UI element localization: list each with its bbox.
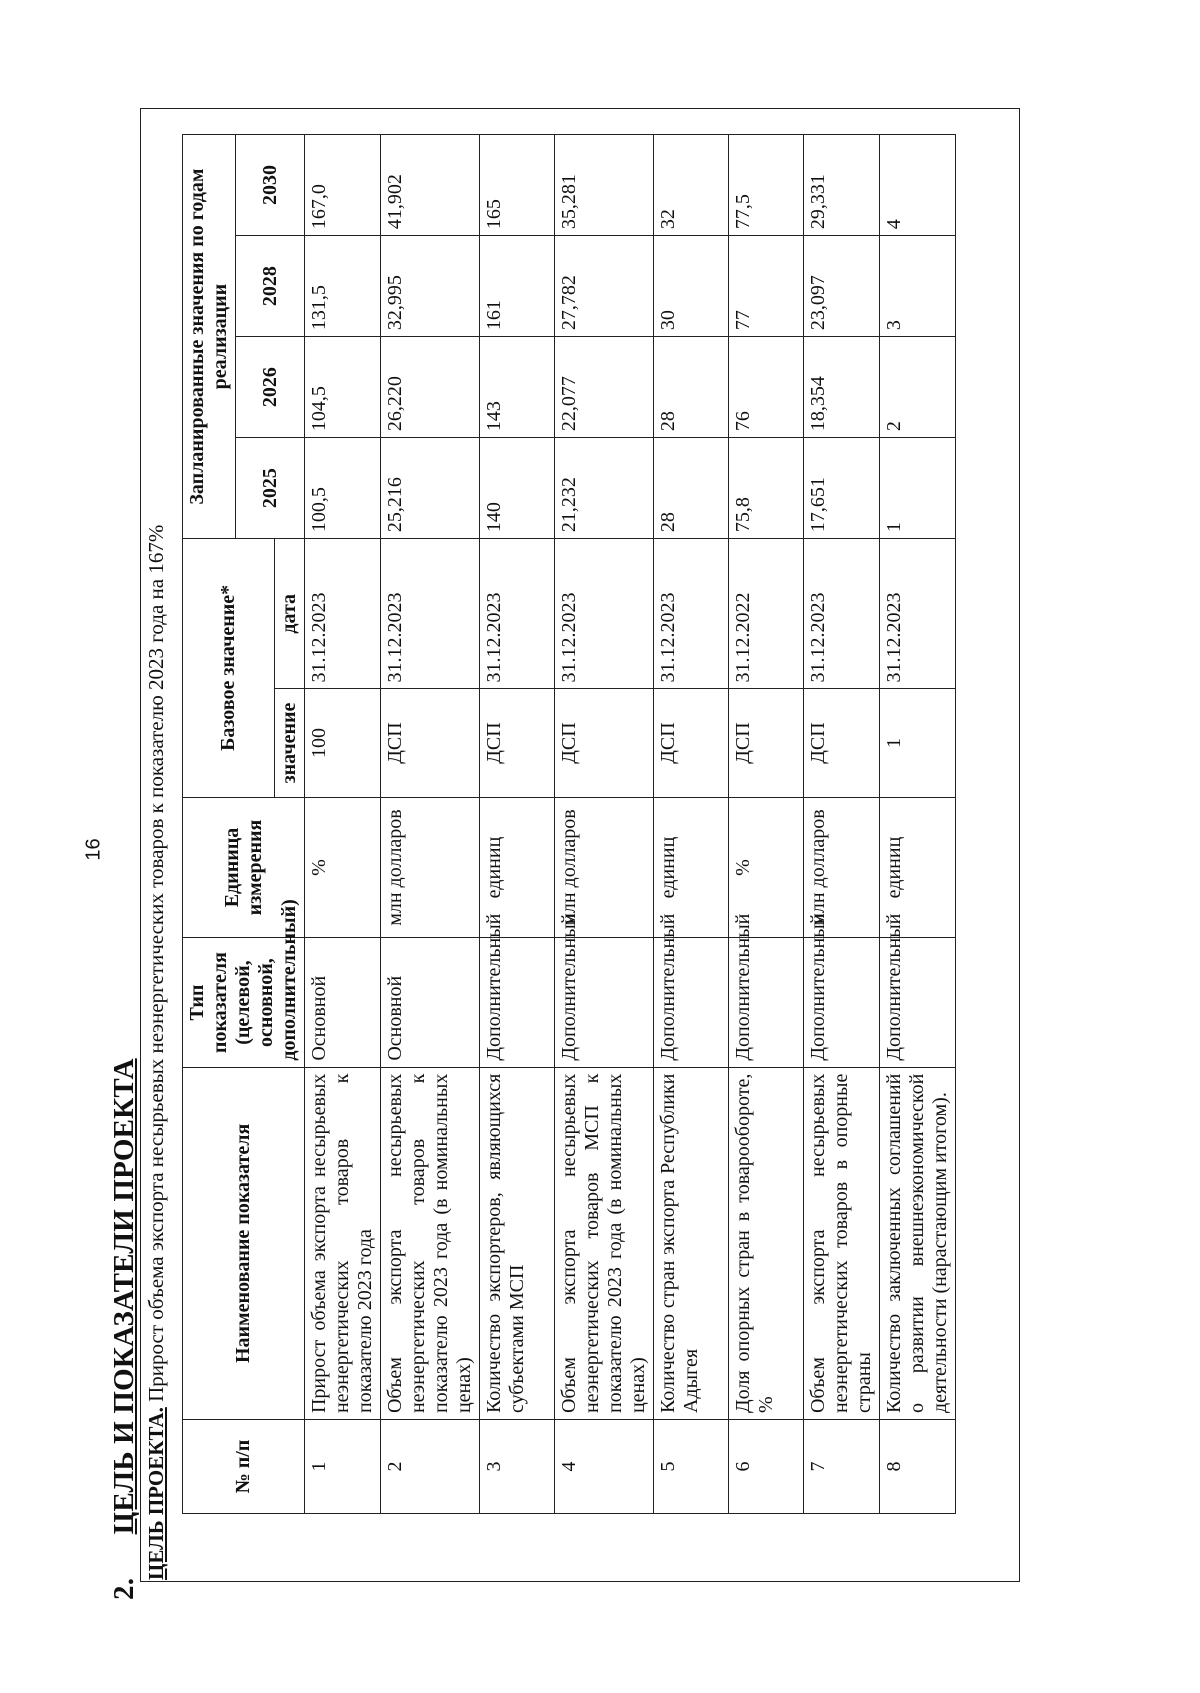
cell-unit: % [729,797,804,938]
cell-name: Прирост объема экспорта несырьевых неэнергетических товаров к показателю 2023 года [305,1067,381,1419]
header-year-2030: 2030 [236,135,305,236]
header-num: № п/п [183,1420,305,1514]
cell-base-value: ДСП [654,689,729,797]
cell-type: Дополнительный [654,938,729,1067]
table-body [305,135,956,1514]
table-row [880,135,956,1514]
cell-base-date: 31.12.2022 [729,539,804,689]
header-base-date: дата [275,539,305,689]
cell-name: Доля опорных стран в товарообороте, % [729,1067,804,1419]
cell-2028: 30 [654,236,729,337]
cell-type: Дополнительный [480,938,555,1067]
indicators-table [182,134,956,1514]
cell-type: Основной [381,938,480,1067]
cell-2030: 41,902 [381,135,480,236]
header-year-2028: 2028 [236,236,305,337]
cell-name: Объем экспорта несырьевых неэнергетических товаров в опорные страны [804,1067,880,1419]
cell-base-value: ДСП [381,689,480,797]
table-row [381,135,480,1514]
cell-num: 7 [804,1420,880,1514]
cell-unit: единиц [654,797,729,938]
cell-unit: единиц [880,797,956,938]
cell-2028: 27,782 [555,236,654,337]
header-year-2026: 2026 [236,337,305,438]
header-planned: Запланированные значения по годам реализации [183,135,236,539]
cell-name: Объем экспорта несырьевых неэнергетических товаров МСП к показателю 2023 года (в номинальных ценах) [555,1067,654,1419]
project-goal-label: ЦЕЛЬ ПРОЕКТА. [144,1407,168,1580]
cell-base-value: 1 [880,689,956,797]
cell-num: 4 [555,1420,654,1514]
cell-base-date: 31.12.2023 [305,539,381,689]
cell-2026: 2 [880,337,956,438]
cell-base-date: 31.12.2023 [804,539,880,689]
cell-2026: 76 [729,337,804,438]
cell-base-value: ДСП [480,689,555,797]
cell-unit: % [305,797,381,938]
table-row [729,135,804,1514]
cell-type: Основной [305,938,381,1067]
header-base: Базовое значение* [183,539,275,797]
cell-2030: 32 [654,135,729,236]
cell-base-date: 31.12.2023 [880,539,956,689]
cell-2028: 131,5 [305,236,381,337]
cell-type: Дополнительный [555,938,654,1067]
rotated-page-content [100,110,1060,1600]
cell-2025: 140 [480,438,555,539]
cell-num: 5 [654,1420,729,1514]
cell-name: Количество стран экспорта Республики Адыгея [654,1067,729,1419]
cell-base-value: 100 [305,689,381,797]
cell-base-value: ДСП [804,689,880,797]
cell-2026: 18,354 [804,337,880,438]
section-heading [108,1058,141,1600]
project-goal-text: Прирост объема экспорта несырьевых неэнергетических товаров к показателю 2023 года на 167% [144,524,168,1402]
cell-2028: 161 [480,236,555,337]
table-row [804,135,880,1514]
cell-2025: 17,651 [804,438,880,539]
cell-2025: 21,232 [555,438,654,539]
cell-2025: 28 [654,438,729,539]
cell-type: Дополнительный [729,938,804,1067]
cell-2025: 75,8 [729,438,804,539]
cell-num: 6 [729,1420,804,1514]
cell-base-date: 31.12.2023 [555,539,654,689]
table-row [480,135,555,1514]
header-name: Наименование показателя [183,1067,305,1419]
section-number: 2. [108,1577,140,1600]
cell-2030: 165 [480,135,555,236]
cell-name: Количество заключенных соглашений о развитии внешнеэкономической деятельности (нарастающим итогом). [880,1067,956,1419]
cell-base-date: 31.12.2023 [480,539,555,689]
cell-name: Объем экспорта несырьевых неэнергетических товаров к показателю 2023 года (в номинальных ценах) [381,1067,480,1419]
header-year-2025: 2025 [236,438,305,539]
cell-2026: 22,077 [555,337,654,438]
page-number: 16 [82,838,105,861]
section-title: ЦЕЛЬ И ПОКАЗАТЕЛИ ПРОЕКТА [108,1058,140,1535]
cell-2025: 25,216 [381,438,480,539]
cell-base-value: ДСП [729,689,804,797]
cell-name: Количество экспортеров, являющихся субъектами МСП [480,1067,555,1419]
cell-2028: 23,097 [804,236,880,337]
cell-num: 2 [381,1420,480,1514]
cell-num: 1 [305,1420,381,1514]
table-row [555,135,654,1514]
cell-type: Дополнительный [804,938,880,1067]
cell-2028: 3 [880,236,956,337]
cell-base-date: 31.12.2023 [654,539,729,689]
cell-2030: 35,281 [555,135,654,236]
cell-unit: единиц [480,797,555,938]
cell-2030: 29,331 [804,135,880,236]
table-header-row [183,135,236,1514]
cell-base-date: 31.12.2023 [381,539,480,689]
cell-2030: 4 [880,135,956,236]
table-row [305,135,381,1514]
cell-2026: 104,5 [305,337,381,438]
header-type: Тип показателя (целевой, основной, дополнительный) [183,938,305,1067]
table-row [654,135,729,1514]
cell-2028: 32,995 [381,236,480,337]
cell-2025: 1 [880,438,956,539]
cell-2026: 143 [480,337,555,438]
project-goal [144,525,169,1580]
cell-unit: млн долларов [804,797,880,938]
header-base-value: значение [275,689,305,797]
cell-2030: 167,0 [305,135,381,236]
cell-2025: 100,5 [305,438,381,539]
cell-2030: 77,5 [729,135,804,236]
cell-2026: 28 [654,337,729,438]
cell-num: 8 [880,1420,956,1514]
cell-unit: млн долларов [381,797,480,938]
cell-base-value: ДСП [555,689,654,797]
cell-num: 3 [480,1420,555,1514]
cell-unit: млн долларов [555,797,654,938]
header-unit: Единица измерения [183,797,305,938]
cell-2028: 77 [729,236,804,337]
cell-2026: 26,220 [381,337,480,438]
cell-type: Дополнительный [880,938,956,1067]
